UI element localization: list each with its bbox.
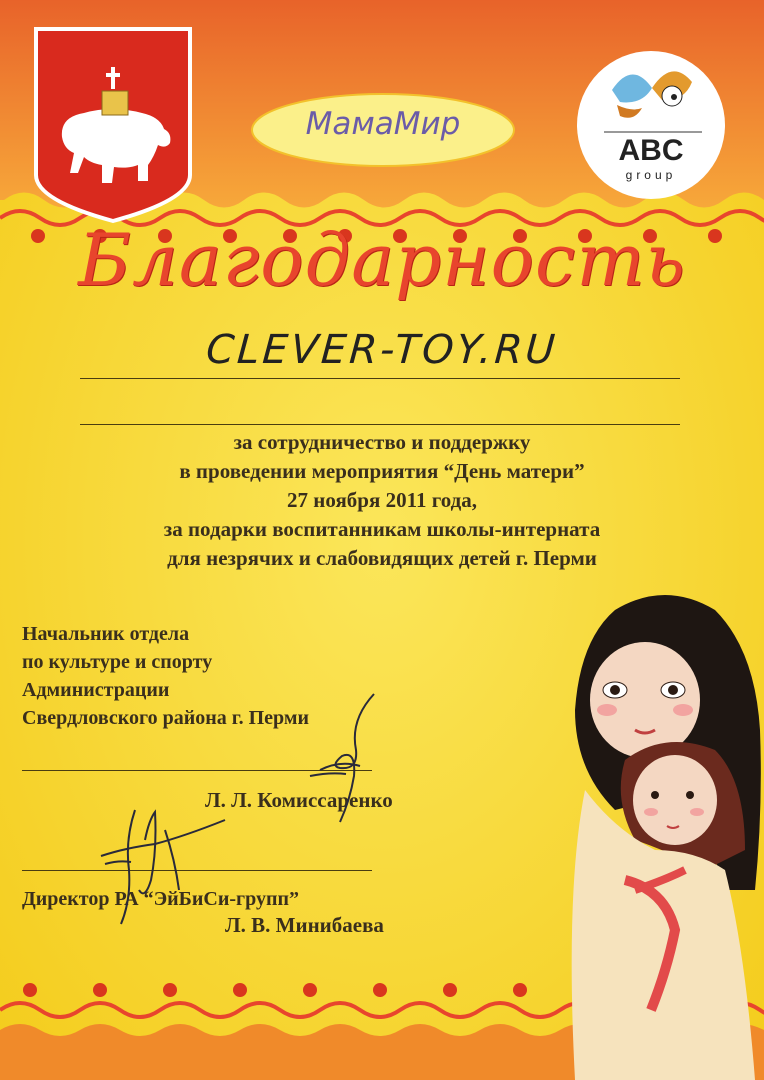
mamamir-logo: [250, 92, 516, 168]
mother-daughter-illustration: [555, 590, 764, 1080]
bear-coat-of-arms-icon: [32, 25, 194, 225]
company-handwritten: CLEVER-TOY.RU: [204, 327, 560, 373]
signatory2-name: Л. В. Минибаева: [225, 913, 384, 937]
certificate-title: Благодарность: [78, 218, 686, 302]
signatory2-position: Директор РА “ЭйБиСи-групп”: [22, 888, 300, 910]
body-line: для незрячих и слабовидящих детей г. Перми: [167, 546, 597, 570]
signature-icon: [300, 690, 380, 830]
body-line: 27 ноября 2011 года,: [287, 488, 477, 512]
signature-icon: [95, 800, 235, 930]
position-line: Свердловского района г. Перми: [22, 707, 309, 729]
position-line: по культуре и спорту: [22, 651, 213, 673]
position-line: Начальник отдела: [22, 623, 190, 645]
mamamir-logo-text: МамаМир: [305, 106, 461, 142]
gratitude-body: [60, 428, 704, 573]
body-line: за подарки воспитанникам школы-интерната: [163, 517, 601, 541]
divider-line: [80, 378, 680, 379]
abc-group-logo: [572, 50, 730, 200]
body-line: в проведении мероприятия “День матери”: [179, 459, 585, 483]
signatory1-name: Л. Л. Комиссаренко: [205, 788, 393, 812]
abc-logo-text: ABC: [618, 134, 684, 167]
position-line: Администрации: [22, 679, 170, 701]
body-line: за сотрудничество и поддержку: [233, 430, 531, 454]
divider-line: [80, 424, 680, 425]
abc-logo-subtext: group: [625, 168, 677, 182]
